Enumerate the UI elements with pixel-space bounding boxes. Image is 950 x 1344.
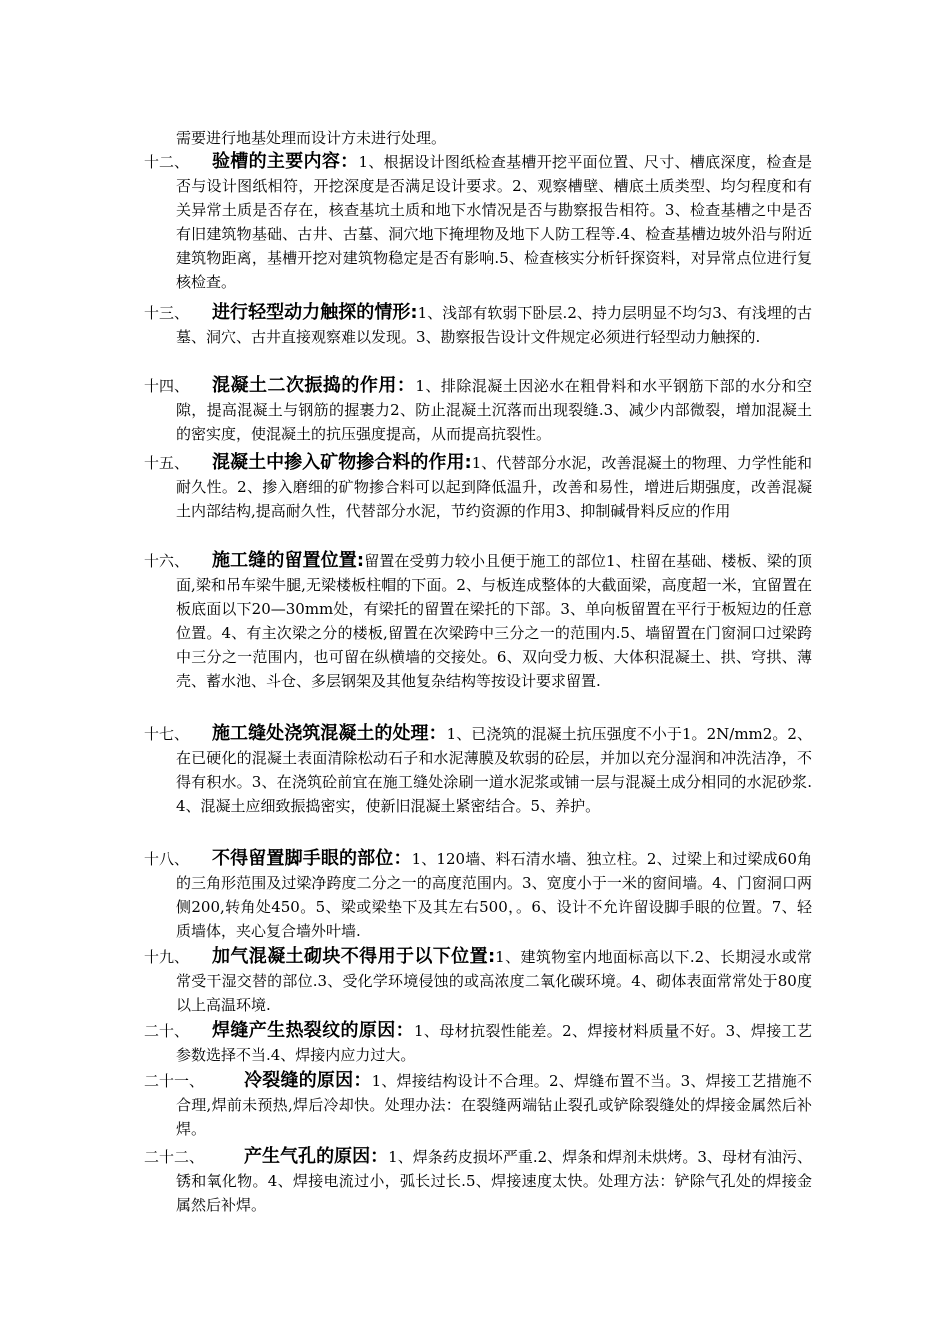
section-heading: 冷裂缝的原因： — [244, 1070, 372, 1091]
section-number: 十五、 — [144, 454, 190, 472]
section-number: 十九、 — [144, 948, 190, 966]
section-body: 留置在受剪力较小且便于施工的部位1、柱留在基础、楼板、梁的顶面,梁和吊车梁牛腿,无梁楼板柱帽的下面。2、与板连成整体的大截面梁，高度超一米，宜留置在板底面以下20—30mm处，有梁托的留置在梁托的下部。3、单向板留置在平行于板短边的任意位置。4、有主次梁之分的楼板,留置在次梁跨中三分之一的范围内.5、墙留置在门窗洞口过梁跨中三分之一范围内，也可留在纵横墙的交接处。6、双向受力板、大体积混凝土、拱、穹拱、薄壳、蓄水池、斗仓、多层钢架及其他复杂结构等按设计要求留置. — [176, 552, 812, 690]
section-heading: 施工缝的留置位置: — [212, 550, 365, 571]
section-12 — [144, 150, 812, 294]
section-20 — [144, 1019, 812, 1067]
section-number: 十二、 — [144, 153, 190, 171]
section-15 — [144, 451, 812, 523]
section-heading: 产生气孔的原因： — [244, 1146, 389, 1167]
section-22 — [144, 1145, 812, 1217]
section-16 — [144, 549, 812, 693]
section-number: 十六、 — [144, 552, 190, 570]
intro-line: 需要进行地基处理而设计方未进行处理。 — [176, 129, 447, 147]
section-number: 十四、 — [144, 377, 190, 395]
section-14 — [144, 374, 812, 446]
section-number: 十七、 — [144, 725, 190, 743]
section-18 — [144, 847, 812, 943]
section-body: 1、母材抗裂性能差。2、焊接材料质量不好。3、焊接工艺参数选择不当.4、焊接内应力过大。 — [176, 1022, 813, 1064]
section-13 — [144, 301, 812, 349]
section-body: 1、浅部有软弱下卧层.2、持力层明显不均匀3、有浅埋的古墓、洞穴、古井直接观察难以发现。3、勘察报告设计文件规定必须进行轻型动力触探的. — [176, 304, 813, 346]
section-body: 1、建筑物室内地面标高以下.2、长期浸水或常常受干湿交替的部位.3、受化学环境侵蚀的或高浓度二氧化碳环境。4、砌体表面常常处于80度以上高温环境. — [176, 948, 812, 1014]
section-body: 1、根据设计图纸检查基槽开挖平面位置、尺寸、槽底深度，检查是否与设计图纸相符，开挖深度是否满足设计要求。2、观察槽壁、槽底土质类型、均匀程度和有关异常土质是否存在，核查基坑土质和地下水情况是否与勘察报告相符。3、检查基槽之中是否有旧建筑物基础、古井、古墓、洞穴地下掩埋物及地下人防工程等.4、检查基槽边坡外沿与附近建筑物距离，基槽开挖对建筑物稳定是否有影响.5、检查核实分析钎探资料，对异常点位进行复核检查。 — [176, 153, 813, 291]
section-17 — [144, 722, 812, 818]
section-number: 十三、 — [144, 304, 190, 322]
section-heading: 验槽的主要内容： — [212, 151, 359, 172]
section-heading: 施工缝处浇筑混凝土的处理： — [212, 723, 447, 744]
section-body: 1、焊接结构设计不合理。2、焊缝布置不当。3、焊接工艺措施不合理,焊前未预热,焊后冷却快。处理办法：在裂缝两端钻止裂孔或铲除裂缝处的焊接金属然后补焊。 — [176, 1072, 812, 1138]
section-number: 二十一、 — [144, 1072, 205, 1090]
section-body: 1、代替部分水泥，改善混凝土的物理、力学性能和耐久性。2、掺入磨细的矿物掺合料可以起到降低温升，改善和易性，增进后期强度，改善混凝土内部结构,提高耐久性，代替部分水泥，节约资源的作用3、抑制碱骨料反应的作用 — [176, 454, 812, 520]
section-body: 1、已浇筑的混凝土抗压强度不小于1。2N/mm2。2、在已硬化的混凝土表面清除松动石子和水泥薄膜及软弱的砼层，并加以充分湿润和冲洗洁净，不得有积水。3、在浇筑砼前宜在施工缝处涂刷一道水泥浆或铺一层与混凝土成分相同的水泥砂浆.4、混凝土应细致振捣密实，使新旧混凝土紧密结合。5、养护。 — [176, 725, 812, 815]
section-heading: 混凝土二次振捣的作用： — [212, 375, 416, 396]
section-heading: 焊缝产生热裂纹的原因： — [212, 1020, 414, 1041]
section-number: 二十二、 — [144, 1148, 205, 1166]
section-number: 二十、 — [144, 1022, 190, 1040]
section-body: 1、排除混凝土因泌水在粗骨料和水平钢筋下部的水分和空隙，提高混凝土与钢筋的握裹力2、防止混凝土沉落而出现裂缝.3、减少内部微裂，增加混凝土的密实度，使混凝土的抗压强度提高，从而提高抗裂性。 — [176, 377, 813, 443]
section-21 — [144, 1069, 812, 1141]
section-heading: 不得留置脚手眼的部位： — [212, 848, 412, 869]
section-heading: 混凝土中掺入矿物掺合料的作用: — [212, 452, 472, 473]
section-body: 1、焊条药皮损坏严重.2、焊条和焊剂未烘烤。3、母材有油污、锈和氧化物。4、焊接电流过小，弧长过长.5、焊接速度太快。处理方法：铲除气孔处的焊接金属然后补焊。 — [176, 1148, 813, 1214]
section-body: 1、120墙、料石清水墙、独立柱。2、过梁上和过梁成60角的三角形范围及过梁净跨度二分之一的高度范围内。3、宽度小于一米的窗间墙。4、门窗洞口两侧200,转角处450。5、梁或梁垫下及其左右500，。6、设计不允许留设脚手眼的位置。7、轻质墙体，夹心复合墙外叶墙. — [176, 850, 813, 940]
section-heading: 进行轻型动力触探的情形: — [212, 302, 418, 323]
section-heading: 加气混凝土砌块不得用于以下位置: — [212, 946, 496, 967]
section-19 — [144, 945, 812, 1017]
section-number: 十八、 — [144, 850, 190, 868]
